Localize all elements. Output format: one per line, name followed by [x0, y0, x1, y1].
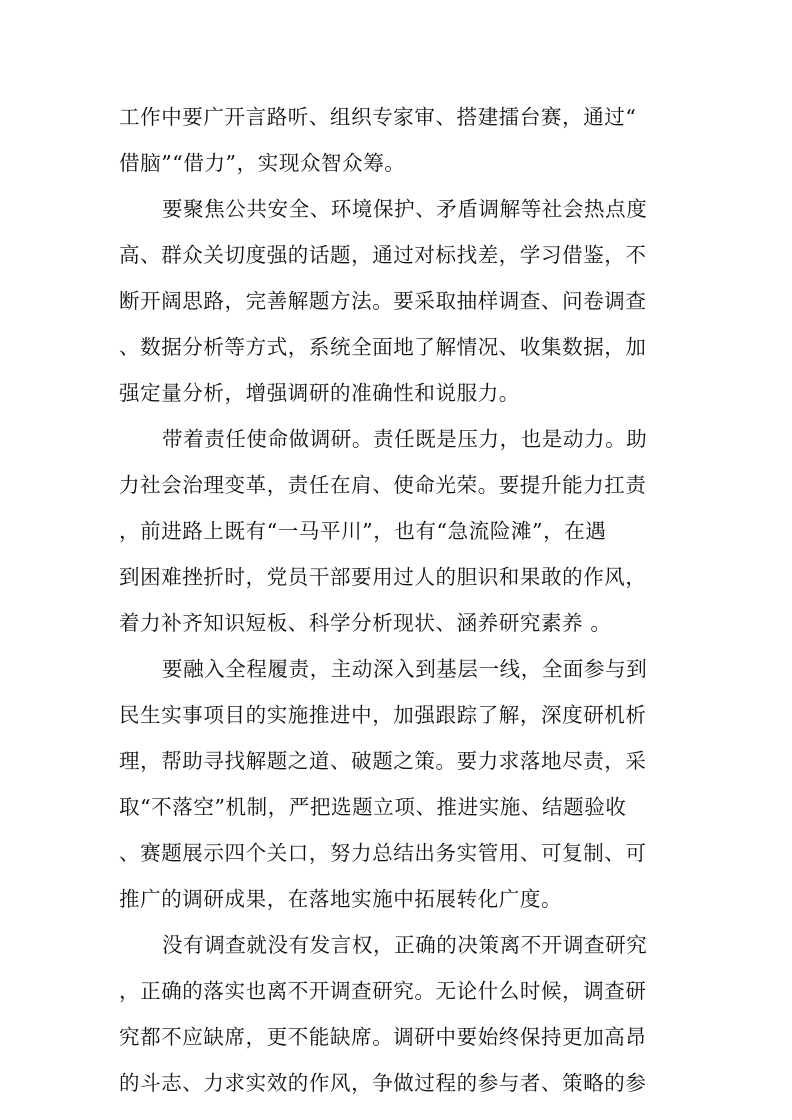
text-line: 、数据分析等方式，系统全面地了解情况、收集数据，加 [119, 335, 647, 359]
text-line: 强定量分析，增强调研的准确性和说服力。 [119, 381, 520, 405]
text-line: 断开阔思路，完善解题方法。要采取抽样调查、问卷调查 [119, 289, 647, 313]
text-line: 借脑”“借力”，实现众智众筹。 [119, 151, 406, 175]
text-line: 民生实事项目的实施推进中，加强跟踪了解，深度研机析 [119, 703, 647, 727]
text-line: 着力补齐知识短板、科学分析现状、涵养研究素养 。 [119, 611, 612, 635]
text-line: 工作中要广开言路听、组织专家审、搭建擂台赛，通过“ [119, 105, 637, 129]
text-line: 、赛题展示四个关口，努力总结出务实管用、可复制、可 [119, 841, 647, 865]
text-line: 力社会治理变革，责任在肩、使命光荣。要提升能力扛责 [119, 473, 647, 497]
text-line: 要融入全程履责，主动深入到基层一线，全面参与到 [162, 657, 648, 681]
text-line: 带着责任使命做调研。责任既是压力，也是动力。助 [162, 427, 648, 451]
text-line: 到困难挫折时，党员干部要用过人的胆识和果敢的作风， [119, 565, 647, 589]
text-line: 究都不应缺席，更不能缺席。调研中要始终保持更加高昂 [119, 1025, 647, 1049]
text-line: ，前进路上既有“一马平川”，也有“急流险滩”，在遇 [119, 519, 607, 543]
text-line: 没有调查就没有发言权，正确的决策离不开调查研究 [162, 933, 648, 957]
text-line: 的斗志、力求实效的作风，争做过程的参与者、策略的参 [119, 1071, 647, 1095]
text-line: 取“不落空”机制，严把选题立项、推进实施、结题验收 [119, 795, 627, 819]
text-line: 高、群众关切度强的话题，通过对标找差，学习借鉴，不 [119, 243, 647, 267]
body-text [119, 94, 664, 1106]
text-line: 推广的调研成果，在落地实施中拓展转化广度。 [119, 887, 563, 911]
text-line: ，正确的落实也离不开调查研究。无论什么时候，调查研 [119, 979, 647, 1003]
text-line: 理，帮助寻找解题之道、破题之策。要力求落地尽责，采 [119, 749, 647, 773]
text-line: 要聚焦公共安全、环境保护、矛盾调解等社会热点度 [162, 197, 648, 221]
